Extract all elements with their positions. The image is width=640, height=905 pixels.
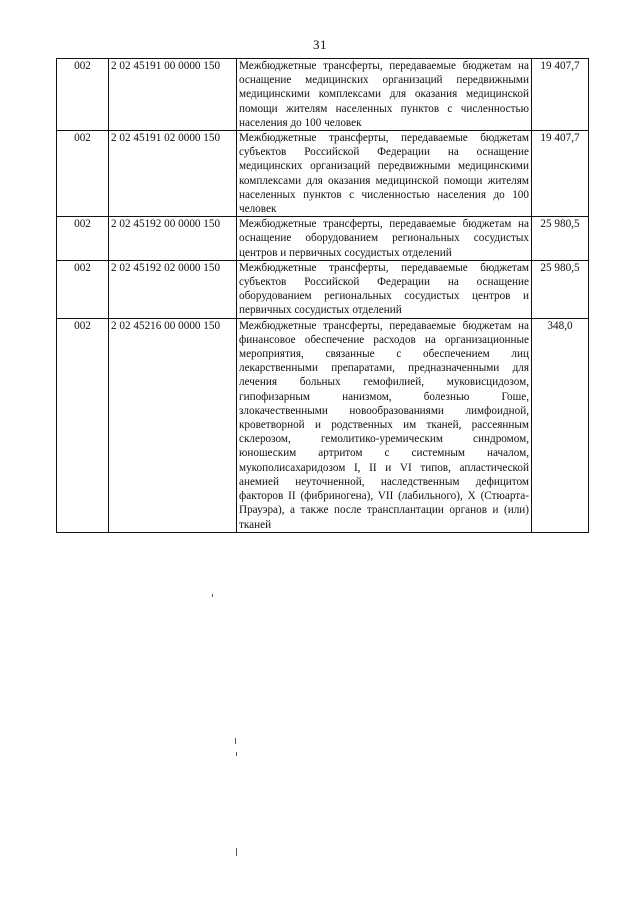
admin-code-cell: 002 <box>57 260 109 318</box>
amount-cell: 348,0 <box>532 318 589 532</box>
table-row <box>57 318 589 532</box>
budget-classification-code-cell: 2 02 45192 00 0000 150 <box>109 217 237 261</box>
scan-artifact <box>235 738 236 744</box>
table-row <box>57 131 589 217</box>
budget-revenue-table <box>56 58 589 533</box>
amount-cell: 19 407,7 <box>532 131 589 217</box>
budget-classification-code-cell: 2 02 45191 02 0000 150 <box>109 131 237 217</box>
table-row <box>57 59 589 131</box>
revenue-description-cell: Межбюджетные трансферты, передаваемые бюджетам на оснащение оборудованием региональных сосудистых центров и первичных сосудистых отделений <box>237 217 532 261</box>
revenue-description-cell: Межбюджетные трансферты, передаваемые бюджетам субъектов Российской Федерации на оснащение оборудованием региональных сосудистых центров и первичных сосудистых отделений <box>237 260 532 318</box>
budget-classification-code-cell: 2 02 45192 02 0000 150 <box>109 260 237 318</box>
revenue-description-cell: Межбюджетные трансферты, передаваемые бюджетам на оснащение медицинских организаций передвижными медицинскими комплексами для оказания медицинской помощи жителям населенных пунктов с численностью населения до 100 человек <box>237 59 532 131</box>
scan-artifact <box>212 594 213 597</box>
table-row <box>57 260 589 318</box>
table-row <box>57 217 589 261</box>
admin-code-cell: 002 <box>57 217 109 261</box>
amount-cell: 25 980,5 <box>532 217 589 261</box>
scan-artifact <box>236 848 237 856</box>
admin-code-cell: 002 <box>57 59 109 131</box>
amount-cell: 25 980,5 <box>532 260 589 318</box>
amount-cell: 19 407,7 <box>532 59 589 131</box>
budget-classification-code-cell: 2 02 45191 00 0000 150 <box>109 59 237 131</box>
scan-artifact <box>236 752 237 756</box>
admin-code-cell: 002 <box>57 318 109 532</box>
admin-code-cell: 002 <box>57 131 109 217</box>
budget-classification-code-cell: 2 02 45216 00 0000 150 <box>109 318 237 532</box>
revenue-description-cell: Межбюджетные трансферты, передаваемые бюджетам на финансовое обеспечение расходов на организационные мероприятия, связанные с обеспечением лиц лекарственными препаратами, предназначенными для лечения больных гемофилией, муковисцидозом, гипофизарным нанизмом, болезнью Гоше, злокачественными новообразованиями лимфоидной, кроветворной и родственных им тканей, рассеянным склерозом, гемолитико-уремическим синдромом, юношеским артритом с системным началом, мукополисахаридозом I, II и VI типов, апластической анемией неуточненной, наследственным дефицитом факторов II (фибриногена), VII (лабильного), X (Стюарта-Прауэра), а также после трансплантации органов и (или) тканей <box>237 318 532 532</box>
revenue-description-cell: Межбюджетные трансферты, передаваемые бюджетам субъектов Российской Федерации на оснащение медицинских организаций передвижными медицинскими комплексами для оказания медицинской помощи жителям населенных пунктов с численностью населения до 100 человек <box>237 131 532 217</box>
page-number: 31 <box>313 37 327 52</box>
